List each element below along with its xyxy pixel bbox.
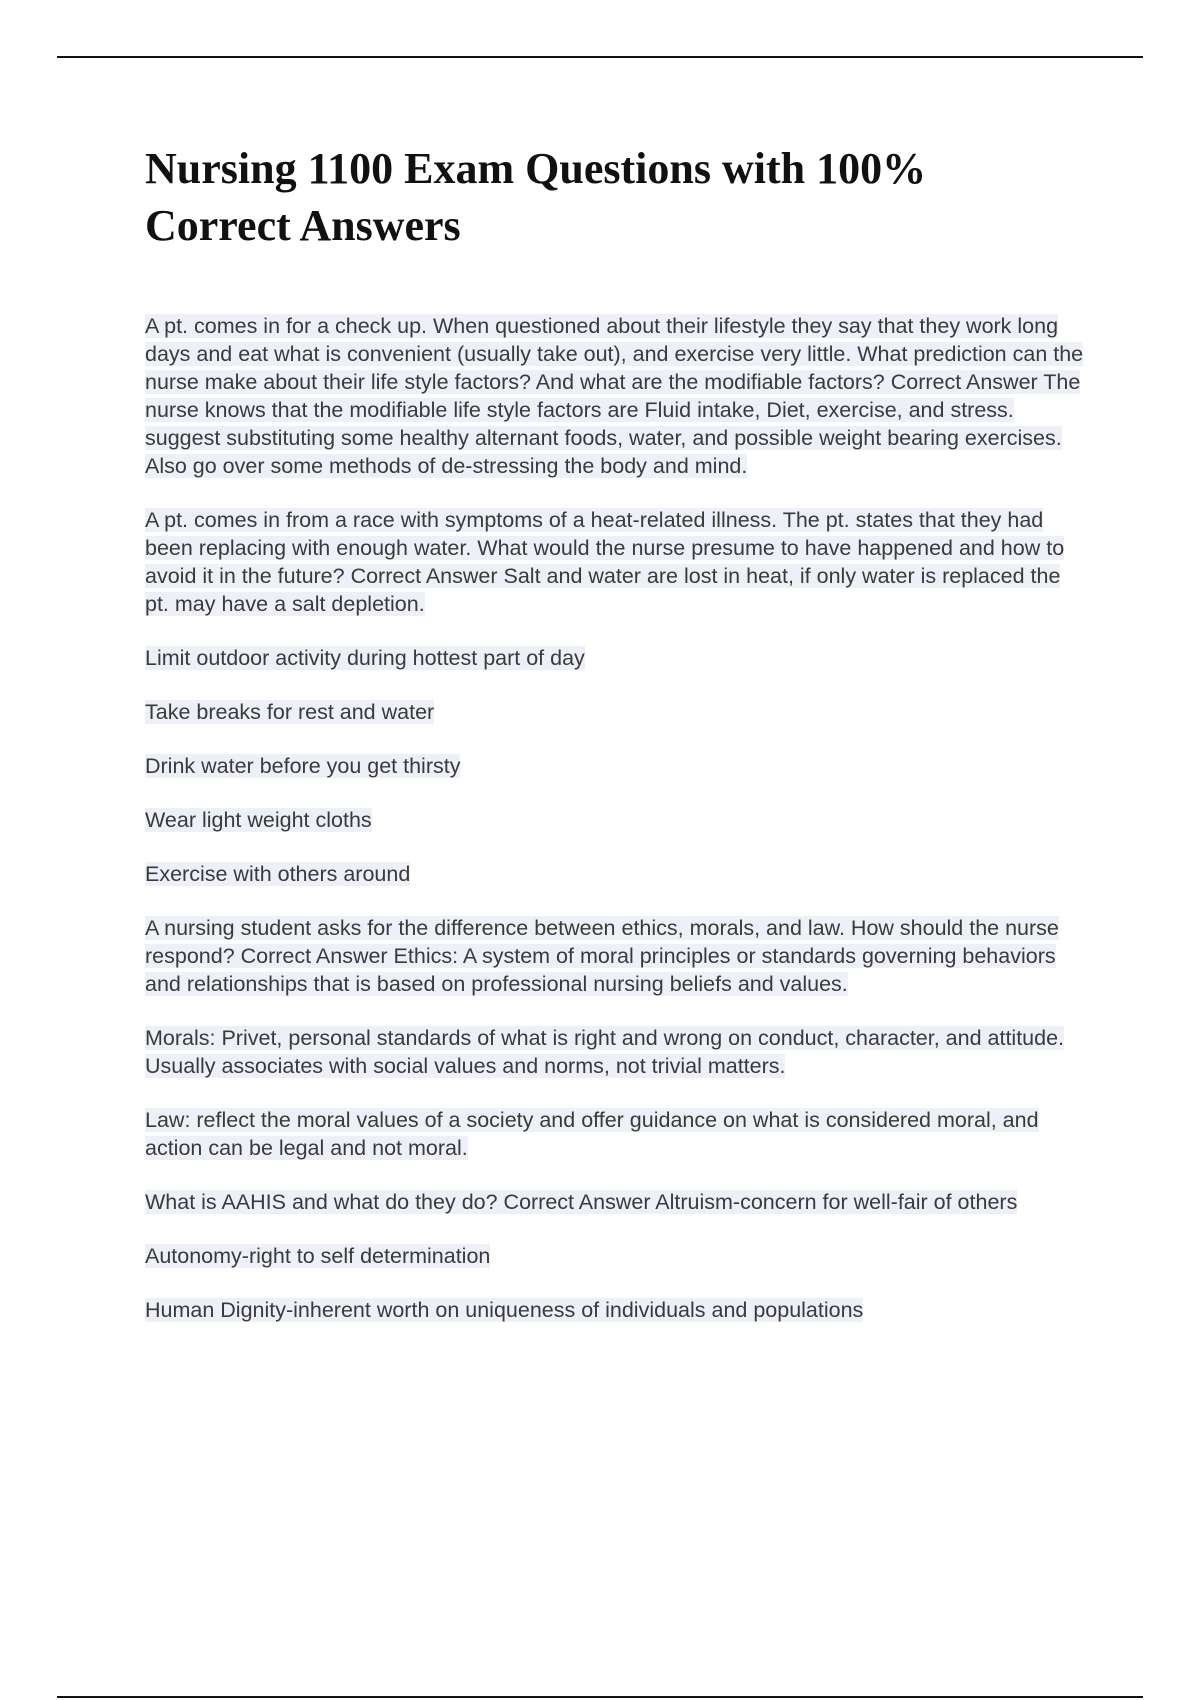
paragraph-lifestyle-question: A pt. comes in for a check up. When questioned about their lifestyle they say that they work long days and eat what is convenient (usually take out), and exercise very little. What prediction can the nurse make about their life style factors? And what are the modifiable factors? Correct Answer The nurse knows that the modifiable life style factors are Fluid intake, Diet, exercise, and stress. suggest substituting some healthy alternant foods, water, and possible weight bearing exercises. Also go over some methods of de-stressing the body and mind. [145, 314, 1084, 478]
paragraph-ethics-question: A nursing student asks for the difference between ethics, morals, and law. How should the nurse respond? Correct Answer Ethics: A system of moral principles or standards governing behaviors and relationships that is based on professional nursing beliefs and values. [145, 916, 1059, 996]
bottom-rule [57, 1696, 1143, 1698]
paragraph-tip-light-cloths: Wear light weight cloths [145, 808, 372, 832]
paragraph-aahis-question: What is AAHIS and what do they do? Correct Answer Altruism-concern for well-fair of others [145, 1190, 1018, 1214]
document-title: Nursing 1100 Exam Questions with 100% Correct Answers [145, 144, 927, 250]
document-body [145, 140, 1090, 1350]
paragraph-tip-drink-water: Drink water before you get thirsty [145, 754, 461, 778]
paragraph-law-definition: Law: reflect the moral values of a society and offer guidance on what is considered moral, and action can be legal and not moral. [145, 1108, 1039, 1160]
paragraph-human-dignity: Human Dignity-inherent worth on uniqueness of individuals and populations [145, 1298, 864, 1322]
paragraph-tip-limit-activity: Limit outdoor activity during hottest part of day [145, 646, 585, 670]
paragraph-tip-exercise-others: Exercise with others around [145, 862, 411, 886]
paragraph-autonomy: Autonomy-right to self determination [145, 1244, 491, 1268]
paragraph-morals-definition: Morals: Privet, personal standards of what is right and wrong on conduct, character, and attitude. Usually associates with social values and norms, not trivial matters. [145, 1026, 1065, 1078]
paragraph-tip-take-breaks: Take breaks for rest and water [145, 700, 435, 724]
paragraph-heat-illness-question: A pt. comes in from a race with symptoms of a heat-related illness. The pt. states that they had been replacing with enough water. What would the nurse presume to have happened and how to avoid it in the future? Correct Answer Salt and water are lost in heat, if only water is replaced the pt. may have a salt depletion. [145, 508, 1065, 616]
top-rule [57, 56, 1143, 58]
